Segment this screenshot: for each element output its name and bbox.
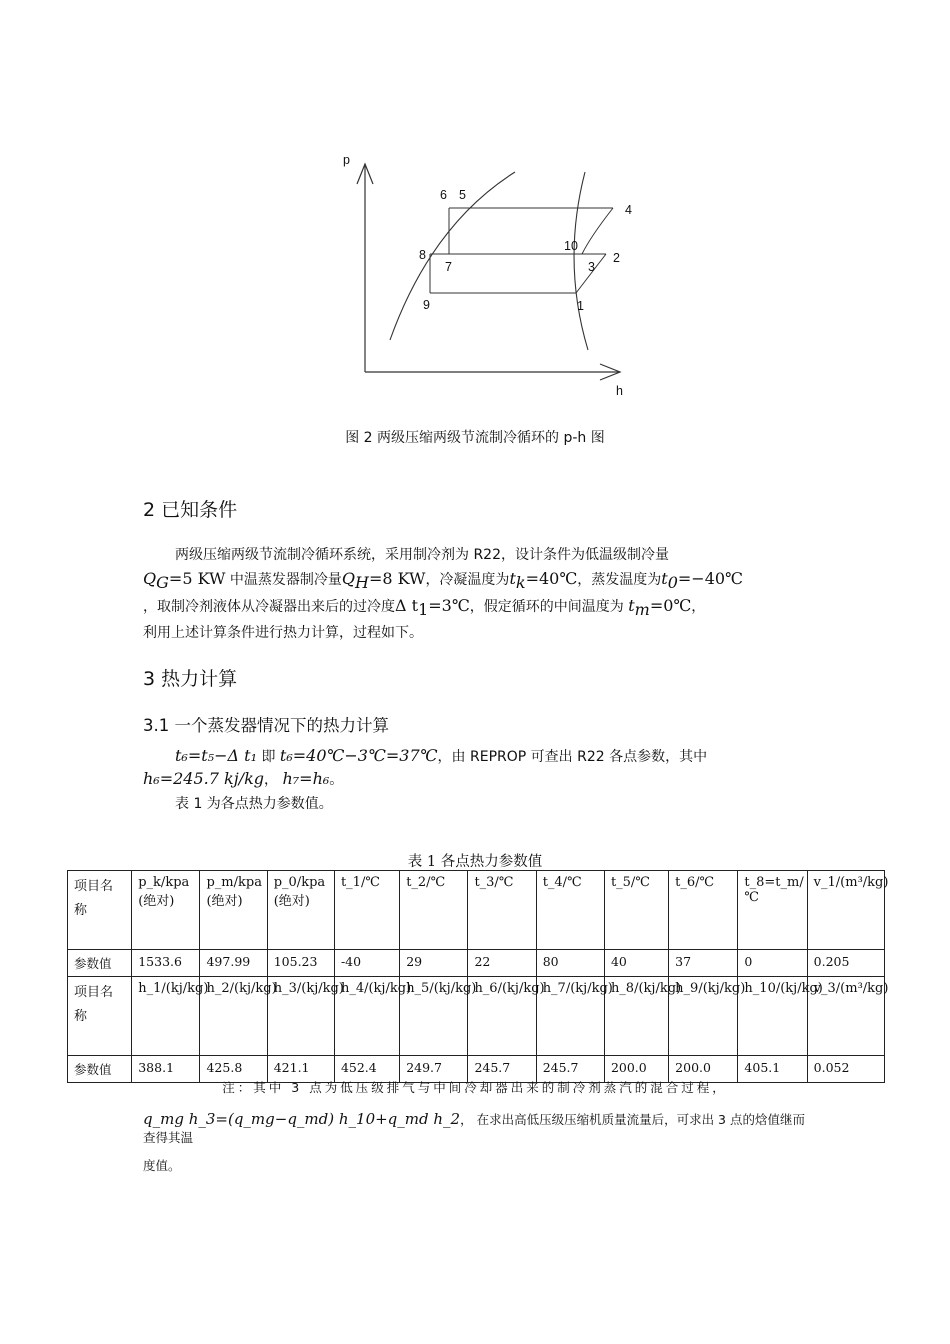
value-cell: 405.1 xyxy=(738,1056,807,1083)
p-h-diagram xyxy=(320,150,640,400)
table-note-formula-line: q_mg h_3=(q_mg−q_md) h_10+q_md h_2， 在求出高低压级压缩机质量流量后，可求出 3 点的焓值继而查得其温 xyxy=(143,1110,805,1145)
math-subscript: 1 xyxy=(418,599,429,619)
section2-line: 利用上述计算条件进行热力计算，过程如下。 xyxy=(143,624,423,641)
section3-paragraph xyxy=(143,745,807,815)
value-cell: 37 xyxy=(669,950,738,977)
value-cell: 1533.6 xyxy=(132,950,200,977)
section2-line: 两级压缩两级节流制冷循环系统，采用制冷剂为 R22，设计条件为低温级制冷量 xyxy=(175,547,669,563)
table-row xyxy=(68,977,885,1056)
point-3: 3 xyxy=(588,260,595,274)
section3-line xyxy=(143,745,807,768)
math-subscript: G xyxy=(156,572,169,592)
value-cell: 497.99 xyxy=(200,950,267,977)
row-label: 参数值 xyxy=(68,950,132,977)
math-symbol: t xyxy=(628,595,635,615)
table-note: 注：其中 3 点为低压级排气与中间冷却器出来的制冷剂蒸汽的混合过程， xyxy=(222,1080,728,1095)
row-label: 项目名称 xyxy=(68,871,132,950)
section3-line: h₆=245.7 kj/kg， h₇=h₆。 xyxy=(143,769,344,788)
header-cell: t_6/℃ xyxy=(669,871,738,950)
text-run: 在求出高低压级压缩机质量流量后，可求出 3 点的焓值继而查得其温 xyxy=(143,1112,805,1145)
value-cell: 388.1 xyxy=(132,1056,200,1083)
value-cell: 200.0 xyxy=(669,1056,738,1083)
header-cell: h_10/(kj/kg) xyxy=(738,977,807,1056)
header-cell: p_m/kpa (绝对) xyxy=(200,871,267,950)
header-cell: t_4/℃ xyxy=(536,871,604,950)
math-value: =0℃ xyxy=(649,595,692,615)
header-cell: t_3/℃ xyxy=(468,871,536,950)
header-cell: t_1/℃ xyxy=(334,871,399,950)
equation: t₆=t₅−Δ t₁ xyxy=(175,746,257,765)
value-cell: 0.205 xyxy=(807,950,884,977)
point-1: 1 xyxy=(577,299,584,313)
value-cell: 105.23 xyxy=(267,950,334,977)
value-cell: -40 xyxy=(334,950,399,977)
header-cell: h_6/(kj/kg) xyxy=(468,977,536,1056)
math-symbol: t xyxy=(509,569,516,588)
value-cell: 421.1 xyxy=(267,1056,334,1083)
saturated-liquid-curve xyxy=(390,172,515,340)
text-run: ，取制冷剂液体从冷凝器出来后的过冷度 xyxy=(143,598,395,615)
equation: h₇=h₆ xyxy=(282,769,330,788)
math-subscript: m xyxy=(634,599,650,619)
table-row xyxy=(68,871,885,950)
math-value: =−40℃ xyxy=(677,569,743,588)
text-run: ，由 REPROP 可查出 R22 各点参数，其中 xyxy=(437,749,708,765)
note-formula: q_mg h_3=(q_mg−q_md) h_10+q_md h_2 xyxy=(143,1110,461,1128)
math-subscript: 0 xyxy=(667,572,678,592)
header-cell: h_9/(kj/kg) xyxy=(669,977,738,1056)
value-cell: 80 xyxy=(536,950,604,977)
value-cell: 0 xyxy=(738,950,807,977)
value-cell: 200.0 xyxy=(604,1056,668,1083)
header-cell: h_4/(kj/kg) xyxy=(334,977,399,1056)
table-note: 度值。 xyxy=(143,1158,181,1173)
value-cell: 40 xyxy=(604,950,668,977)
header-cell: h_2/(kj/kg) xyxy=(200,977,267,1056)
value-cell: 29 xyxy=(400,950,468,977)
header-cell: t_5/℃ xyxy=(604,871,668,950)
value-cell: 249.7 xyxy=(400,1056,468,1083)
table-row xyxy=(68,950,885,977)
header-cell: h_7/(kj/kg) xyxy=(536,977,604,1056)
value-cell: 452.4 xyxy=(334,1056,399,1083)
p-axis-label: p xyxy=(343,153,350,167)
section2-paragraph xyxy=(143,544,807,644)
header-cell: p_k/kpa (绝对) xyxy=(132,871,200,950)
math-value: =40℃ xyxy=(525,569,578,588)
math-symbol: Δ t xyxy=(395,595,419,615)
saturated-vapor-curve xyxy=(574,172,588,350)
header-cell: h_3/(kj/kg) xyxy=(267,977,334,1056)
text-run: 即 xyxy=(261,749,276,765)
point-10: 10 xyxy=(564,239,578,253)
parameter-table xyxy=(67,870,889,1083)
value-cell: 245.7 xyxy=(468,1056,536,1083)
header-cell: v_1/(m³/kg) xyxy=(807,871,884,950)
math-symbol: Q xyxy=(143,569,157,588)
row-label: 项目名称 xyxy=(68,977,132,1056)
section2-line: ，取制冷剂液体从冷凝器出来后的过冷度Δ $t_1=3℃$，假定循环的中间温度为 $t_m=0℃$， xyxy=(143,595,706,619)
section3-line: 表 1 为各点热力参数值。 xyxy=(175,796,333,812)
header-cell: h_8/(kj/kg) xyxy=(604,977,668,1056)
header-cell: p_0/kpa (绝对) xyxy=(267,871,334,950)
point-7: 7 xyxy=(445,260,452,274)
math-subscript: H xyxy=(354,572,369,592)
point-6: 6 xyxy=(440,188,447,202)
header-cell: v_3/(m³/kg) xyxy=(807,977,884,1056)
header-cell: t_8=t_m/℃ xyxy=(738,871,807,950)
header-cell: t_2/℃ xyxy=(400,871,468,950)
value-cell: 0.052 xyxy=(807,1056,884,1083)
value-cell: 425.8 xyxy=(200,1056,267,1083)
math-value: =3℃ xyxy=(428,595,470,615)
row-label: 参数值 xyxy=(68,1056,132,1083)
section-heading: 2 已知条件 xyxy=(143,499,238,521)
point-5: 5 xyxy=(459,188,466,202)
point-4: 4 xyxy=(625,203,632,217)
math-value: =8 KW xyxy=(368,569,426,588)
math-symbol: t xyxy=(661,569,668,588)
point-2: 2 xyxy=(613,251,620,265)
figure-caption: 图 2 两级压缩两级节流制冷循环的 p-h 图 xyxy=(345,430,605,446)
h-axis-label: h xyxy=(616,384,623,398)
table-caption: 表 1 各点热力参数值 xyxy=(407,854,543,870)
text-run: ，蒸发温度为 xyxy=(577,572,662,588)
header-cell: h_1/(kj/kg) xyxy=(132,977,200,1056)
math-subscript: k xyxy=(515,572,526,592)
text-run: ，冷凝温度为 xyxy=(425,572,510,588)
point-8: 8 xyxy=(419,248,426,262)
section-heading: 3 热力计算 xyxy=(143,668,238,690)
section2-line xyxy=(143,568,807,594)
value-cell: 22 xyxy=(468,950,536,977)
header-cell: h_5/(kj/kg) xyxy=(400,977,468,1056)
math-value: =5 KW xyxy=(168,569,226,588)
math-symbol: Q xyxy=(341,569,355,588)
equation: t₆=40℃−3℃=37℃ xyxy=(279,746,438,765)
value-cell: 245.7 xyxy=(536,1056,604,1083)
equation: h₆=245.7 kj/kg xyxy=(143,769,264,788)
subsection-heading: 3.1 一个蒸发器情况下的热力计算 xyxy=(143,716,389,735)
text-run: 中温蒸发器制冷量 xyxy=(229,572,342,588)
text-run: ，假定循环的中间温度为 xyxy=(469,598,624,615)
point-9: 9 xyxy=(423,298,430,312)
